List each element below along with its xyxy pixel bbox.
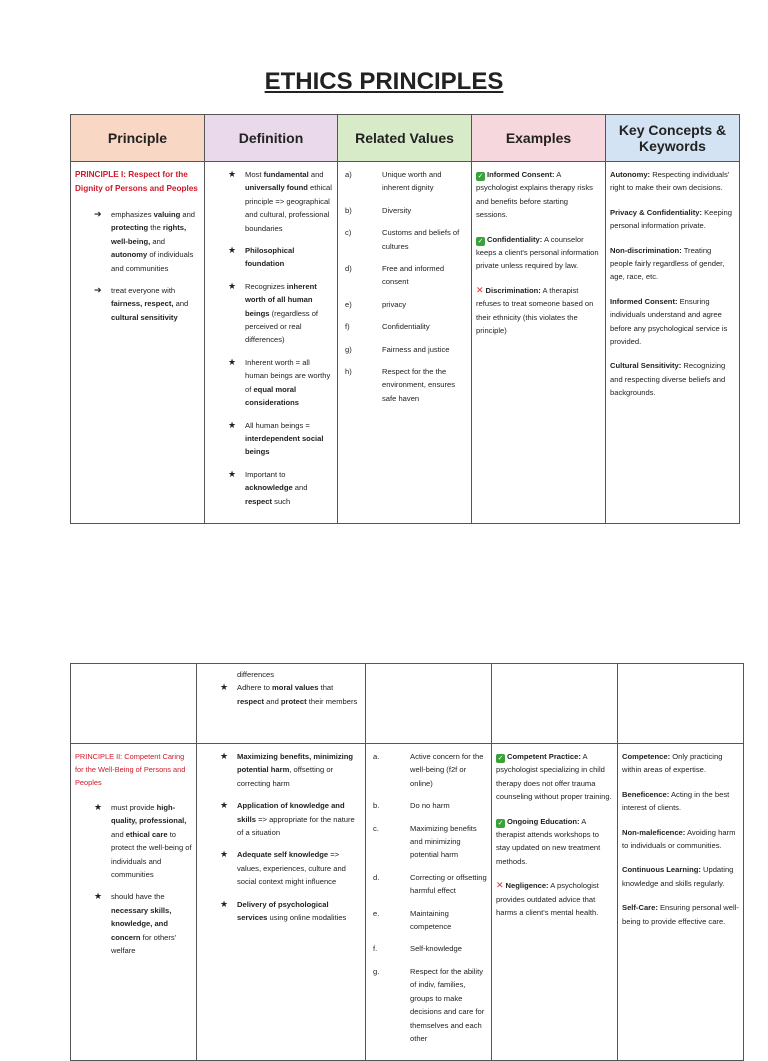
text: Inherent worth = all human beings are worthy of xyxy=(245,357,331,394)
bold-text: inherent worth of all human beings xyxy=(245,281,317,318)
bold-text: necessary skills, knowledge, and concern xyxy=(111,905,172,942)
key-concept-label: Autonomy: xyxy=(610,170,651,179)
value-item xyxy=(342,204,467,217)
star-icon: ★ xyxy=(220,898,229,909)
page-title: ETHICS PRINCIPLES xyxy=(264,68,504,95)
example-item xyxy=(476,233,601,273)
key-concept-text: Treating people fairly regardless of gender, age, race, etc. xyxy=(610,245,725,282)
bold-text: cultural sensitivity xyxy=(111,312,178,322)
bold-text: Maximizing benefits, minimizing potential harm xyxy=(237,752,354,775)
empty-cell xyxy=(618,664,744,744)
example-label: Discrimination: xyxy=(485,285,541,295)
value-item xyxy=(370,907,487,934)
text: emphasizes xyxy=(111,210,154,219)
value-label: c. xyxy=(373,823,379,833)
continuation-text: differences xyxy=(237,670,275,679)
values-1-list xyxy=(342,168,467,405)
value-text: Maximizing benefits and minimizing potential harm xyxy=(410,823,477,860)
text: to protect the well-being of individuals and communities xyxy=(111,829,192,880)
example-item xyxy=(496,879,613,919)
star-icon: ★ xyxy=(220,800,229,811)
value-text: Fairness and justice xyxy=(382,344,450,354)
value-label: b) xyxy=(345,205,352,215)
value-label: b. xyxy=(373,801,380,811)
text: must provide xyxy=(111,803,157,812)
value-item xyxy=(370,965,487,1045)
example-label: Negligence: xyxy=(505,881,549,891)
text: ethical principle => geographical and cultural, professional boundaries xyxy=(245,183,332,233)
example-item xyxy=(476,284,601,338)
value-text: Active concern for the well-being (f2f or online) xyxy=(410,752,484,788)
bullet-item xyxy=(220,799,361,839)
text: such xyxy=(272,496,291,506)
text: (regardless of perceived or real differences) xyxy=(245,308,319,345)
key-concept-label: Competence: xyxy=(622,752,671,761)
key-concept-item xyxy=(610,244,735,284)
star-icon: ★ xyxy=(228,169,237,179)
principle-1-bullets xyxy=(94,208,200,324)
ethics-table-2 xyxy=(70,663,744,1061)
example-text: A counselor keeps a client's personal information private unless required by law. xyxy=(476,234,599,271)
text: of individuals and communities xyxy=(111,250,194,273)
examples-1-cell xyxy=(472,162,606,524)
definition-1-list xyxy=(228,168,333,508)
bold-text: Application of knowledge and skills xyxy=(237,801,345,824)
header-row xyxy=(71,115,740,162)
example-text: A therapist attends workshops to stay updated on new treatment methods. xyxy=(496,816,601,866)
value-item xyxy=(342,262,467,289)
bold-text: protecting xyxy=(111,223,149,233)
key-concept-item xyxy=(610,206,735,233)
value-label: h) xyxy=(345,367,352,377)
checkmark-icon: ✓ xyxy=(497,755,504,762)
example-label: Competent Practice: xyxy=(507,752,581,761)
bullet-item xyxy=(220,898,361,925)
bullet-item xyxy=(228,244,333,271)
key-concept-label: Cultural Sensitivity: xyxy=(610,361,682,371)
text: should have the xyxy=(111,892,165,902)
empty-cell xyxy=(71,664,197,744)
bullet-item xyxy=(228,280,333,347)
key-concept-text: Recognizing and respecting diverse beliefs and backgrounds. xyxy=(610,361,726,398)
key-concept-text: Respecting individuals' right to make their own decisions. xyxy=(610,170,730,193)
bullet-item xyxy=(94,284,200,324)
key-concept-item xyxy=(622,750,739,777)
header-definition: Definition xyxy=(205,115,338,162)
checkmark-icon: ✓ xyxy=(477,173,484,180)
value-label: g. xyxy=(373,966,380,976)
key-concept-label: Self-Care: xyxy=(622,903,658,913)
value-text: Diversity xyxy=(382,205,412,215)
value-item xyxy=(370,799,487,812)
bold-text: valuing xyxy=(153,210,181,219)
bullet-item xyxy=(220,681,361,708)
ethics-table-1 xyxy=(70,114,740,524)
bold-text: protect xyxy=(280,696,307,706)
bold-text: Adequate self knowledge xyxy=(237,850,329,860)
text: their members xyxy=(306,696,358,706)
value-item xyxy=(342,298,467,311)
value-label: e. xyxy=(373,908,380,918)
continuation-list xyxy=(220,681,361,708)
value-text: Maintaining competence xyxy=(410,908,452,932)
key-concept-text: Avoiding harm to individuals or communities. xyxy=(622,827,736,851)
bold-text: ethical care xyxy=(125,829,168,839)
bold-text: acknowledge xyxy=(245,483,293,493)
text: Important to xyxy=(245,469,286,479)
text: and xyxy=(111,829,126,839)
values-2-cell xyxy=(366,744,492,1061)
key-concept-item xyxy=(622,901,739,928)
value-item xyxy=(342,320,467,333)
value-text: Self-knowledge xyxy=(410,944,462,954)
bold-text: interdependent social beings xyxy=(245,433,324,457)
bullet-item xyxy=(228,356,333,410)
bullet-item xyxy=(220,848,361,888)
star-icon: ★ xyxy=(220,682,229,693)
text: All human beings = xyxy=(245,420,310,430)
star-icon: ★ xyxy=(94,891,103,902)
checkmark-icon: ✓ xyxy=(477,237,484,245)
text: => values, experiences, culture and social context might influence xyxy=(237,850,346,887)
definition-2-cell xyxy=(197,744,366,1061)
value-item xyxy=(342,168,467,195)
star-icon: ★ xyxy=(228,245,237,256)
value-item xyxy=(370,942,487,955)
text: and xyxy=(150,236,166,246)
value-text: Respect for the ability of indiv, families, groups to make decisions and care for themselves and each other xyxy=(410,966,485,1043)
bold-text: respect xyxy=(245,496,273,506)
bold-text: respect xyxy=(237,696,265,706)
text: that xyxy=(318,683,334,693)
value-label: d) xyxy=(345,264,352,274)
principle-1-row xyxy=(71,162,740,524)
principle-2-row xyxy=(71,744,744,1061)
arrow-icon: ➔ xyxy=(94,209,102,219)
key-concept-text: Only practicing within areas of expertise. xyxy=(622,752,723,775)
example-text: A psychologist explains therapy risks and benefits before starting sessions. xyxy=(476,170,593,220)
example-label: Ongoing Education: xyxy=(507,816,580,826)
text: , offsetting or correcting harm xyxy=(237,765,334,788)
principle-1-title: PRINCIPLE I: Respect for the Dignity of Persons and Peoples xyxy=(75,170,198,193)
cross-icon: ✕ xyxy=(476,284,484,295)
continuation-definition-cell xyxy=(197,664,366,744)
bold-text: universally found xyxy=(245,183,308,193)
definition-1-cell xyxy=(205,162,338,524)
key-concept-label: Privacy & Confidentiality: xyxy=(610,207,702,217)
example-text: A therapist refuses to treat someone based on their ethnicity (this violates the principle) xyxy=(476,285,594,336)
example-label: Confidentiality: xyxy=(487,234,543,244)
header-related-values: Related Values xyxy=(338,115,472,162)
example-item xyxy=(496,750,613,804)
principle-1-cell xyxy=(71,162,205,524)
text: and xyxy=(173,299,189,309)
text: and xyxy=(292,483,308,493)
value-label: a) xyxy=(345,170,352,179)
bold-text: Philosophical foundation xyxy=(245,246,295,269)
bold-text: autonomy xyxy=(111,250,148,260)
key-concept-label: Informed Consent: xyxy=(610,296,678,306)
value-label: g) xyxy=(345,344,352,354)
principle-2-cell xyxy=(71,744,197,1061)
text: treat everyone with xyxy=(111,286,176,296)
empty-cell xyxy=(366,664,492,744)
key-concept-text: Acting in the best interest of clients. xyxy=(622,789,730,813)
star-icon: ★ xyxy=(220,751,229,761)
bullet-item xyxy=(94,208,200,275)
key-concept-label: Non-discrimination: xyxy=(610,245,682,255)
star-icon: ★ xyxy=(220,849,229,860)
value-item xyxy=(342,226,467,253)
key-concept-label: Continuous Learning: xyxy=(622,865,701,875)
bold-text: fundamental xyxy=(263,170,309,179)
header-examples: Examples xyxy=(472,115,606,162)
bullet-item xyxy=(220,750,361,790)
value-item xyxy=(370,822,487,862)
value-text: Correcting or offsetting harmful effect xyxy=(410,872,487,896)
checkmark-icon: ✓ xyxy=(497,819,504,827)
bullet-item xyxy=(94,890,192,957)
star-icon: ★ xyxy=(228,356,237,367)
example-text: A psychologist specializing in child therapy does not offer trauma counseling without proper training. xyxy=(496,752,612,802)
cross-icon: ✕ xyxy=(496,880,504,891)
value-label: c) xyxy=(345,228,352,238)
example-label: Informed Consent: xyxy=(487,170,555,179)
key-concept-item xyxy=(622,788,739,815)
values-2-list xyxy=(370,750,487,1045)
value-text: privacy xyxy=(382,299,407,309)
key-concept-text: Keeping personal information private. xyxy=(610,207,732,231)
key-concept-item xyxy=(622,863,739,890)
value-text: Unique worth and inherent dignity xyxy=(382,170,442,193)
text: => appropriate for the nature of a situation xyxy=(237,814,355,838)
star-icon: ★ xyxy=(94,802,103,812)
key-concept-text: Updating knowledge and skills regularly. xyxy=(622,865,734,888)
key-concept-item xyxy=(610,359,735,399)
bold-text: rights, well-being, xyxy=(111,223,187,246)
star-icon: ★ xyxy=(228,468,237,479)
header-principle: Principle xyxy=(71,115,205,162)
key-concept-text: Ensuring individuals understand and agree before any psychological service is provided. xyxy=(610,296,728,347)
star-icon: ★ xyxy=(228,419,237,430)
bold-text: equal moral considerations xyxy=(245,384,300,408)
value-item xyxy=(342,343,467,356)
text: using online modalities xyxy=(267,913,347,923)
key-concept-text: Ensuring personal well-being to provide effective care. xyxy=(622,903,739,926)
bold-text: high-quality, professional, xyxy=(111,803,187,826)
examples-2-cell xyxy=(492,744,618,1061)
definition-2-list xyxy=(220,750,361,924)
continuation-row xyxy=(71,664,744,744)
key-concept-label: Non-maleficence: xyxy=(622,827,686,837)
value-text: Customs and beliefs of cultures xyxy=(382,228,460,251)
text: Adhere to xyxy=(237,683,273,693)
bullet-item xyxy=(94,801,192,881)
example-text: A psychologist provides outdated advice that harms a client's mental health. xyxy=(496,881,599,918)
bullet-item xyxy=(228,419,333,459)
bullet-item xyxy=(228,168,333,235)
text: and xyxy=(264,696,281,706)
value-text: Confidentiality xyxy=(382,322,430,332)
value-label: f. xyxy=(373,944,378,954)
header-key-concepts: Key Concepts & Keywords xyxy=(606,115,740,162)
value-text: Respect for the the environment, ensures safe haven xyxy=(382,367,456,403)
example-item xyxy=(476,168,601,222)
bold-text: Delivery of psychological services xyxy=(237,899,329,923)
bold-text: moral values xyxy=(272,683,319,693)
star-icon: ★ xyxy=(228,280,237,291)
text: and xyxy=(308,170,324,179)
text: Recognizes xyxy=(245,281,287,291)
text: and xyxy=(180,210,196,219)
text: Most xyxy=(245,170,264,179)
keys-2-cell xyxy=(618,744,744,1061)
key-concept-item xyxy=(622,826,739,853)
bold-text: fairness, respect, xyxy=(111,299,174,309)
value-item xyxy=(370,750,487,790)
key-concept-item xyxy=(610,295,735,349)
text: the xyxy=(148,223,163,233)
key-concept-label: Beneficence: xyxy=(622,789,670,799)
example-item xyxy=(496,815,613,869)
value-label: d. xyxy=(373,872,380,882)
key-concept-item xyxy=(610,168,735,195)
empty-cell xyxy=(492,664,618,744)
value-label: a. xyxy=(373,752,380,761)
bullet-item xyxy=(228,468,333,508)
text: for others' welfare xyxy=(111,932,177,956)
arrow-icon: ➔ xyxy=(94,285,102,296)
keys-1-cell xyxy=(606,162,740,524)
principle-2-title: PRINCIPLE II: Competent Caring for the Well-Being of Persons and Peoples xyxy=(75,752,186,787)
value-text: Free and informed consent xyxy=(382,264,445,287)
value-item xyxy=(342,365,467,405)
value-label: f) xyxy=(345,322,350,332)
values-1-cell xyxy=(338,162,472,524)
value-label: e) xyxy=(345,299,352,309)
principle-2-bullets xyxy=(94,801,192,957)
value-item xyxy=(370,871,487,898)
value-text: Do no harm xyxy=(410,801,450,811)
